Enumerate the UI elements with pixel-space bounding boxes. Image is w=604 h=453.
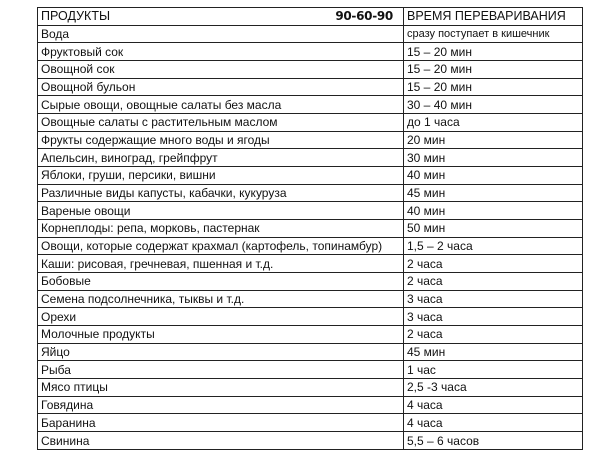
product-cell: Сырые овощи, овощные салаты без масла (38, 96, 404, 114)
time-cell: 2 часа (404, 255, 583, 273)
product-cell: Мясо птицы (38, 379, 404, 397)
time-cell: 2,5 -3 часа (404, 379, 583, 397)
time-cell: 4 часа (404, 414, 583, 432)
table-row (38, 273, 583, 291)
time-cell: 40 мин (404, 167, 583, 185)
table-row (38, 61, 583, 79)
time-cell: 3 часа (404, 308, 583, 326)
product-cell: Яйцо (38, 343, 404, 361)
product-cell: Овощной бульон (38, 78, 404, 96)
table-row (38, 202, 583, 220)
table-row (38, 361, 583, 379)
time-cell: 2 часа (404, 326, 583, 344)
header-products-label: ПРОДУКТЫ (41, 9, 111, 24)
product-cell: Вода (38, 25, 404, 43)
time-cell: 5,5 – 6 часов (404, 432, 583, 450)
product-cell: Фруктовый сок (38, 43, 404, 61)
header-row (38, 8, 583, 26)
table-row (38, 25, 583, 43)
product-cell: Яблоки, груши, персики, вишни (38, 167, 404, 185)
product-cell: Бобовые (38, 273, 404, 291)
time-cell: 1,5 – 2 часа (404, 237, 583, 255)
time-cell: 20 мин (404, 131, 583, 149)
time-cell: 3 часа (404, 290, 583, 308)
product-cell: Каши: рисовая, гречневая, пшенная и т.д. (38, 255, 404, 273)
product-cell: Различные виды капусты, кабачки, кукуруза (38, 184, 404, 202)
product-cell: Корнеплоды: репа, морковь, пастернак (38, 220, 404, 238)
time-cell: сразу поступает в кишечник (404, 25, 583, 43)
product-cell: Овощи, которые содержат крахмал (картофель, топинамбур) (38, 237, 404, 255)
product-cell: Фрукты содержащие много воды и ягоды (38, 131, 404, 149)
time-cell: 15 – 20 мин (404, 61, 583, 79)
table-row (38, 131, 583, 149)
table-row (38, 78, 583, 96)
header-time-label: ВРЕМЯ ПЕРЕВАРИВАНИЯ (407, 9, 566, 24)
product-cell: Рыба (38, 361, 404, 379)
table-row (38, 379, 583, 397)
table-row (38, 167, 583, 185)
time-cell: 45 мин (404, 184, 583, 202)
table-row (38, 326, 583, 344)
table-row (38, 237, 583, 255)
table-row (38, 184, 583, 202)
product-cell: Семена подсолнечника, тыквы и т.д. (38, 290, 404, 308)
time-cell: 50 мин (404, 220, 583, 238)
table-row (38, 114, 583, 132)
time-cell: 30 мин (404, 149, 583, 167)
time-cell: 4 часа (404, 396, 583, 414)
table-row (38, 308, 583, 326)
time-cell: 15 – 20 мин (404, 78, 583, 96)
time-cell: 40 мин (404, 202, 583, 220)
table-row (38, 43, 583, 61)
product-cell: Вареные овощи (38, 202, 404, 220)
table-row (38, 432, 583, 450)
table-row (38, 255, 583, 273)
product-cell: Молочные продукты (38, 326, 404, 344)
table-row (38, 149, 583, 167)
product-cell: Говядина (38, 396, 404, 414)
brand-label: 90-60-90 (335, 9, 393, 23)
table-row (38, 343, 583, 361)
time-cell: 1 час (404, 361, 583, 379)
time-cell: до 1 часа (404, 114, 583, 132)
product-cell: Овощной сок (38, 61, 404, 79)
product-cell: Апельсин, виноград, грейпфрут (38, 149, 404, 167)
table-row (38, 220, 583, 238)
table-row (38, 396, 583, 414)
time-cell: 45 мин (404, 343, 583, 361)
digestion-time-table (37, 7, 583, 450)
product-cell: Орехи (38, 308, 404, 326)
table-row (38, 414, 583, 432)
table-row (38, 96, 583, 114)
product-cell: Баранина (38, 414, 404, 432)
time-cell: 30 – 40 мин (404, 96, 583, 114)
product-cell: Овощные салаты с растительным маслом (38, 114, 404, 132)
header-time-cell (404, 8, 583, 26)
product-cell: Свинина (38, 432, 404, 450)
time-cell: 2 часа (404, 273, 583, 291)
time-cell: 15 – 20 мин (404, 43, 583, 61)
header-products-cell (38, 8, 404, 26)
table-row (38, 290, 583, 308)
